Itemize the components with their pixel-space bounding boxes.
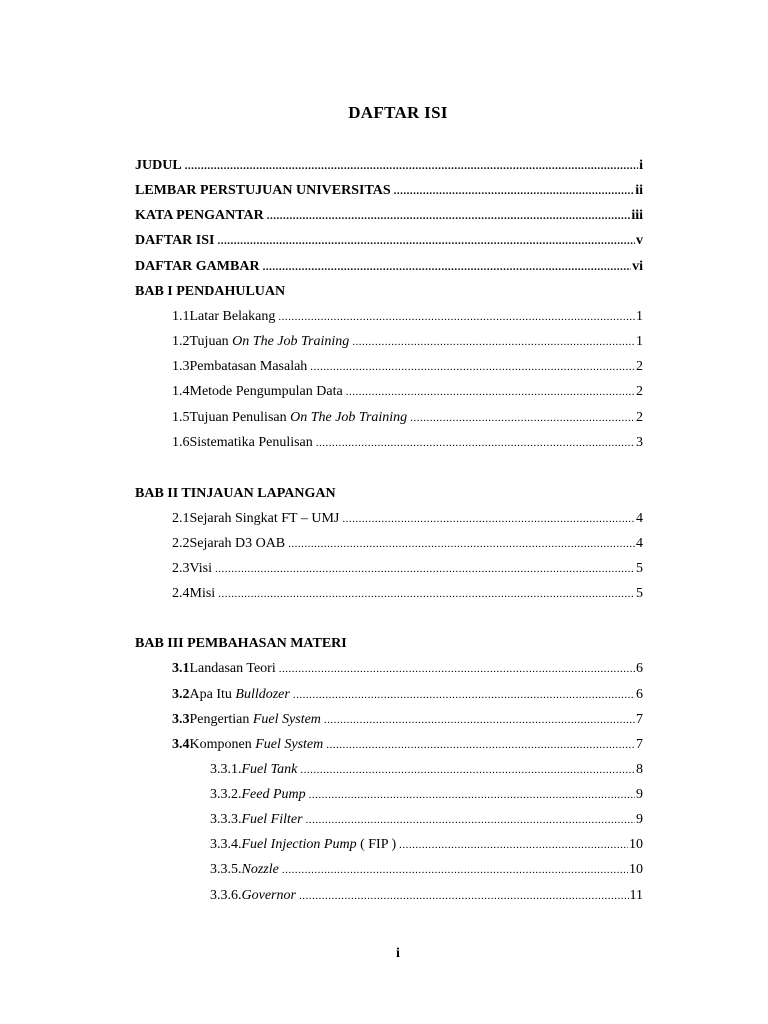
toc-entry-label-italic: Fuel Tank [241,762,298,777]
toc-entry-number: 1.2 [172,334,190,349]
toc-subentry [210,760,643,780]
toc-entry-label: Landasan Teori [189,661,276,676]
toc-entry-label-italic: Fuel System [252,712,321,727]
toc-entry-page: iii [631,208,643,223]
toc-entry-label: Pembatasan Masalah [189,359,308,374]
toc-entry [172,332,643,352]
toc-entry-page: 4 [636,536,643,551]
chapter-heading: BAB III PEMBAHASAN MATERI [135,636,347,651]
toc-entry [135,156,643,176]
toc-subentry [210,835,643,855]
toc-entry-page: 4 [636,511,643,526]
toc-entry-label-italic: Feed Pump [241,787,306,802]
toc-subentry [210,810,643,830]
toc-entry-number: 3.3 [172,712,190,727]
toc-entry-label: Apa Itu [189,687,236,702]
toc-entry [172,710,643,730]
toc-entry-page: 7 [636,737,643,752]
toc-entry-page: 7 [636,712,643,727]
toc-entry-page: 10 [629,837,643,852]
toc-entry-page: ii [635,183,643,198]
page-number: i [396,946,400,961]
toc-entry-page: 9 [636,787,643,802]
leader-dots [394,181,635,201]
toc-entry-page: 2 [636,384,643,399]
toc-entry [172,357,643,377]
toc-subentry [210,860,643,880]
toc-entry-page: 6 [636,687,643,702]
toc-entry-label: Latar Belakang [189,309,276,324]
toc-entry-number: 3.1 [172,661,190,676]
toc-subentry [210,785,643,805]
toc-entry-number: 1.6 [172,435,190,450]
toc-entry [172,509,643,529]
toc-entry-label: Metode Pengumpulan Data [189,384,343,399]
chapter-heading: BAB I PENDAHULUAN [135,284,286,299]
toc-entry-label-italic: Fuel Injection Pump [241,837,357,852]
toc-entry [172,534,643,554]
toc-entry [172,685,643,705]
toc-entry-label: Sejarah D3 OAB [189,536,286,551]
leader-dots [352,332,635,352]
toc-entry-label-italic: Governor [241,888,296,903]
toc-entry-number: 2.3 [172,561,190,576]
toc-entry-label: Pengertian [189,712,253,727]
toc-entry-page: i [639,158,643,173]
toc-entry [135,231,643,251]
leader-dots [267,206,631,226]
toc-entry-label-italic: On The Job Training [290,410,408,425]
toc-entry [172,433,643,453]
toc-entry [172,307,643,327]
toc-entry [172,559,643,579]
toc-entry-label: Visi [189,561,212,576]
leader-dots [299,886,629,906]
toc-entry [172,382,643,402]
leader-dots [342,509,635,529]
toc-entry-page: 2 [636,359,643,374]
toc-entry-page: 5 [636,586,643,601]
toc-entry-number: 3.3.2. [210,787,242,802]
leader-dots [324,710,635,730]
toc-entry-page: 5 [636,561,643,576]
toc-entry-number: 1.3 [172,359,190,374]
toc-entry-page: 1 [636,309,643,324]
toc-entry-page: 6 [636,661,643,676]
toc-entry-label: KATA PENGANTAR [135,208,264,223]
toc-entry-label-suffix: ( FIP ) [356,837,397,852]
toc-entry-number: 2.4 [172,586,190,601]
toc-entry-page: 9 [636,812,643,827]
leader-dots [310,357,635,377]
toc-entry [172,584,643,604]
leader-dots [293,685,635,705]
toc-entry-label-italic: Bulldozer [235,687,290,702]
toc-entry-number: 3.2 [172,687,190,702]
toc-entry-page: 8 [636,762,643,777]
toc-entry-number: 2.2 [172,536,190,551]
leader-dots [218,584,635,604]
toc-entry-label: Misi [189,586,216,601]
toc-entry-label: JUDUL [135,158,182,173]
toc-entry-page: v [636,233,643,248]
toc-entry-page: vi [632,259,643,274]
toc-subentry [210,886,643,906]
toc-entry-label-italic: Nozzle [241,862,279,877]
leader-dots [316,433,635,453]
toc-entry [172,735,643,755]
leader-dots [288,534,635,554]
toc-entry-label: Sistematika Penulisan [189,435,313,450]
toc-entry-page: 1 [636,334,643,349]
toc-entry-label: LEMBAR PERSTUJUAN UNIVERSITAS [135,183,391,198]
toc-entry-number: 1.5 [172,410,190,425]
toc-entry-number: 3.3.3. [210,812,242,827]
toc-entry-label: Sejarah Singkat FT – UMJ [189,511,340,526]
leader-dots [306,810,635,830]
leader-dots [309,785,635,805]
leader-dots [410,408,635,428]
leader-dots [300,760,635,780]
toc-entry-label-italic: On The Job Training [232,334,350,349]
toc-entry-label: Tujuan Penulisan [189,410,291,425]
toc-entry-label: Komponen [189,737,256,752]
toc-entry [172,659,643,679]
leader-dots [399,835,628,855]
leader-dots [185,156,638,176]
toc-entry-number: 1.1 [172,309,190,324]
toc-entry-number: 3.4 [172,737,190,752]
toc-entry-number: 3.3.1. [210,762,242,777]
toc-entry [135,257,643,277]
chapter-heading: BAB II TINJAUAN LAPANGAN [135,486,336,501]
leader-dots [346,382,635,402]
toc-entry [135,206,643,226]
toc-entry-page: 3 [636,435,643,450]
toc-entry-label-italic: Fuel Filter [241,812,303,827]
toc-entry-page: 10 [629,862,643,877]
toc-entry-page: 11 [629,888,643,903]
toc-entry-page: 2 [636,410,643,425]
toc-entry-label-italic: Fuel System [255,737,324,752]
toc-entry-number: 1.4 [172,384,190,399]
toc-entry-label: Tujuan [189,334,233,349]
toc-entry-number: 2.1 [172,511,190,526]
toc-entry [172,408,643,428]
leader-dots [326,735,635,755]
leader-dots [278,307,635,327]
page-title: DAFTAR ISI [348,103,448,122]
toc-entry-number: 3.3.4. [210,837,242,852]
leader-dots [215,559,635,579]
leader-dots [217,231,635,251]
toc-entry-label: DAFTAR ISI [135,233,215,248]
toc-entry [135,181,643,201]
leader-dots [263,257,632,277]
leader-dots [282,860,628,880]
toc-entry-number: 3.3.6. [210,888,242,903]
leader-dots [279,659,635,679]
toc-entry-label: DAFTAR GAMBAR [135,259,260,274]
toc-entry-number: 3.3.5. [210,862,242,877]
